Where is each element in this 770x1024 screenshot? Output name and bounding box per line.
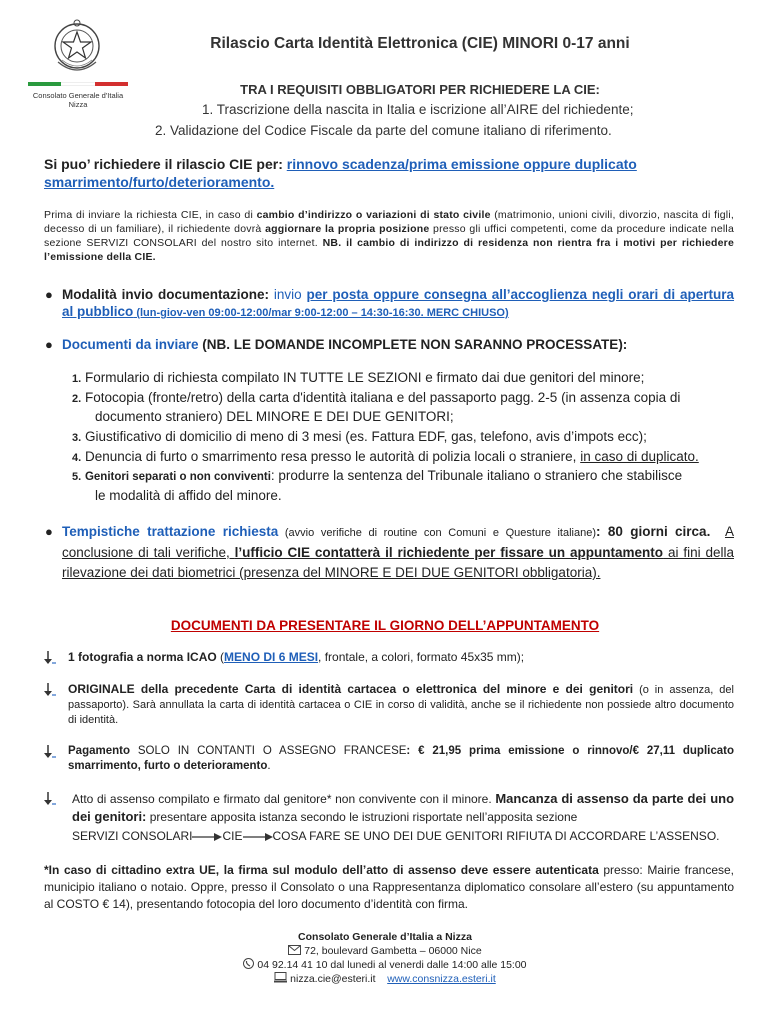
request-lead: Si puo’ richiedere il rilascio CIE per:: [44, 156, 283, 172]
doc-num: 1.: [72, 373, 82, 385]
footer-website-link[interactable]: www.consnizza.esteri.it: [387, 973, 496, 985]
intro-bold-1: cambio d’indirizzo o variazioni di stato civile: [256, 209, 491, 221]
appuntamento-item-2: [44, 682, 734, 728]
footer-address: 72, boulevard Gambetta – 06000 Nice: [304, 945, 482, 957]
documenti-item-1: [72, 369, 644, 388]
tempistiche-label: Tempistiche trattazione richiesta: [62, 524, 279, 539]
documenti-header: [45, 337, 628, 352]
tempistiche-colon: :: [596, 524, 608, 539]
doc-text-underlined: in caso di duplicato.: [580, 449, 699, 464]
tempistiche: [45, 522, 735, 583]
requirement-item-2: 2. Validazione del Codice Fiscale da parte del comune italiano di riferimento.: [155, 123, 612, 138]
item-rest: , frontale, a colori, formato 45x35 mm);: [318, 650, 525, 664]
item-paren: (: [216, 650, 225, 664]
request-reasons-link[interactable]: rinnovo scadenza/prima emissione oppure duplicato: [286, 156, 637, 172]
item-bold: Pagamento: [68, 745, 130, 757]
bullet-dot: ●: [45, 524, 53, 539]
intro-text-3: presso gli uffici competenti, come da procedure indicate nella sezione SERVIZI CONSOLARI del nostro sito internet.: [44, 223, 734, 249]
tempistiche-text-1: A conclusione di tali verifiche,: [62, 524, 735, 560]
requirements-title: TRA I REQUISITI OBBLIGATORI PER RICHIEDERE LA CIE:: [240, 82, 600, 97]
documenti-item-2: [72, 389, 680, 408]
flag-red: [95, 82, 128, 86]
documenti-item-2-cont: documento straniero) DEL MINORE E DEI DUE GENITORI;: [95, 409, 454, 424]
tempistiche-bold: l’ufficio CIE contatterà il richiedente per fissare un appuntamento: [234, 545, 664, 560]
intro-text-1: Prima di inviare la richiesta CIE, in caso di: [44, 209, 257, 221]
doc-num: 4.: [72, 452, 82, 464]
footer-phone: 04 92.14 41 10 dal lunedi al venerdi dalle 14:00 alle 15:00: [257, 959, 527, 971]
appuntamento-item-1: [44, 650, 734, 666]
item-link: MENO DI 6 MESI: [224, 650, 319, 664]
request-reasons-link-2[interactable]: smarrimento/furto/deterioramento.: [44, 174, 275, 190]
computer-icon: [274, 972, 287, 983]
item-text: [68, 682, 734, 728]
footer-contact-line: [140, 972, 630, 986]
request-reasons: [44, 155, 734, 191]
footer-email[interactable]: nizza.cie@esteri.it: [290, 973, 376, 985]
extra-ue-rest: presso: Mairie francese, municipio italiano o notaio. Oppre, presso il Consolato o una Rappresentanza diplomatico consolare all’estero (su appuntamento al COSTO € 14), presentando fotocopia del loro documento d’identità con firma.: [44, 863, 735, 911]
appuntamento-item-3: [44, 744, 734, 774]
extra-ue-note: [44, 862, 734, 913]
footer-phone-line: [140, 958, 630, 972]
doc-text: Denuncia di furto o smarrimento resa presso le autorità di polizia locali o straniere,: [84, 449, 581, 464]
extra-ue-bold: *In caso di cittadino extra UE, la firma sul modulo dell’atto di assenso deve essere autenticata: [44, 863, 599, 877]
bullet-arrow-icon: [44, 651, 56, 665]
item-text: [68, 744, 734, 774]
documenti-item-3: [72, 428, 647, 447]
doc-num: 5.: [72, 471, 82, 483]
item-plain: Atto di assenso compilato e firmato dal genitore* non convivente con il minore.: [72, 792, 496, 806]
flag-green: [28, 82, 61, 86]
nav-cosa-fare[interactable]: COSA FARE SE UNO DEI DUE GENITORI RIFIUTA DI ACCORDARE L’ASSENSO.: [272, 829, 720, 843]
tempistiche-note: (avvio verifiche di routine con Comuni e Questure italiane): [278, 527, 597, 539]
item-text: [72, 790, 734, 826]
requirement-item-1: 1. Trascrizione della nascita in Italia e iscrizione all’AIRE del richiedente;: [202, 102, 634, 117]
modalita-plain: invio: [269, 287, 307, 302]
right-arrow-icon: [243, 832, 273, 842]
tempistiche-text-2: ai fini della rilevazione dei dati biometrici (presenza del MINORE E DEI DUE GENITORI obbligatoria).: [62, 545, 735, 580]
item-end: .: [267, 760, 271, 772]
tempistiche-days: 80 giorni circa.: [607, 524, 711, 539]
doc-text: Formulario di richiesta compilato IN TUTTE LE SEZIONI e firmato dai due genitori del minore;: [84, 370, 645, 385]
intro-bold-3: NB. il cambio di indirizzo di residenza non rientra fra i motivi per richiedere l’emissione della CIE.: [44, 237, 735, 263]
envelope-icon: [288, 945, 301, 955]
flag-white: [61, 82, 94, 86]
nav-servizi-consolari[interactable]: SERVIZI CONSOLARI: [72, 829, 193, 843]
item-text: [68, 650, 524, 664]
bullet-dot: ●: [45, 287, 53, 302]
footer-name: Consolato Generale d’Italia a Nizza: [298, 931, 472, 943]
item-plain: SOLO IN CONTANTI O ASSEGNO FRANCESE: [130, 745, 407, 757]
documenti-item-4: [72, 448, 699, 467]
item-bold: Mancanza di assenso da parte dei uno dei genitori:: [72, 791, 735, 824]
intro-text-2: (matrimonio, unioni civili, divorzio, nascita di figli, decesso di un familiare), il richiedente dovrà: [44, 209, 734, 235]
modalita-invio: [45, 286, 735, 322]
nav-cie[interactable]: CIE: [222, 829, 243, 843]
bullet-arrow-icon: [44, 792, 56, 806]
doc-bold: Genitori separati o non conviventi: [84, 471, 271, 483]
item-bold: ORIGINALE della precedente Carta di identità cartacea o elettronica del minore e dei genitori: [68, 682, 634, 696]
documenti-item-5: [72, 467, 682, 486]
item-rest: (o in assenza, del passaporto). Sarà annullata la carta di identità cartacea o CIE in corso di validità, anche se il richiedente non possiede altro documento di identità.: [68, 684, 734, 726]
documenti-label: Documenti da inviare: [62, 337, 199, 352]
item-bold-2: : € 21,95 prima emissione o rinnovo/€ 27,11 duplicato smarrimento, furto o deterioramento: [68, 745, 734, 772]
consulate-header: [14, 91, 142, 109]
appuntamento-item-4: [44, 790, 734, 843]
modalita-hours: (lun-giov-ven 09:00-12:00/mar 9:00-12:00 – 14:30-16:30. MERC CHIUSO): [133, 307, 509, 319]
intro-bold-2: aggiornare la propria posizione: [265, 223, 430, 235]
italian-flag-bar: [28, 82, 128, 86]
item-rest: presentare apposita istanza secondo le istruzioni risportate nell’apposita sezione: [146, 810, 578, 824]
documenti-item-5-cont: le modalità di affido del minore.: [95, 488, 282, 503]
doc-text: : produrre la sentenza del Tribunale italiano o straniero che stabilisce: [270, 468, 683, 483]
doc-num: 3.: [72, 432, 82, 444]
doc-num: 2.: [72, 393, 82, 405]
consulate-line2: Nizza: [68, 100, 88, 109]
page-title: Rilascio Carta Identità Elettronica (CIE) MINORI 0-17 anni: [210, 35, 630, 52]
item-bold: 1 fotografia a norma ICAO: [68, 650, 217, 664]
bullet-arrow-icon: [44, 745, 56, 759]
doc-text: Fotocopia (fronte/retro) della carta d'identità italiana e del passaporto pagg. 2-5 (in assenza copia di: [84, 390, 681, 405]
right-arrow-icon: [192, 832, 222, 842]
consulate-line1: Consolato Generale d'Italia: [32, 91, 124, 100]
nav-path: [72, 829, 734, 843]
modalita-link[interactable]: per posta oppure consegna all’accoglienza negli orari di apertura al pubblico: [62, 287, 735, 319]
doc-text: Giustificativo di domicilio di meno di 3 mesi (es. Fattura EDF, gas, telefono, avis d’impots ecc);: [84, 429, 647, 444]
modalita-label: Modalità invio documentazione:: [62, 287, 269, 302]
footer-address-line: [140, 944, 630, 958]
bullet-arrow-icon: [44, 683, 56, 697]
footer: [140, 930, 630, 986]
appuntamento-title: DOCUMENTI DA PRESENTARE IL GIORNO DELL’APPUNTAMENTO: [170, 618, 600, 633]
phone-icon: [243, 958, 254, 969]
bullet-dot: ●: [45, 337, 53, 352]
intro-paragraph: [44, 208, 734, 264]
emblem-icon: [46, 18, 108, 80]
documenti-note: (NB. LE DOMANDE INCOMPLETE NON SARANNO PROCESSATE):: [198, 337, 628, 352]
